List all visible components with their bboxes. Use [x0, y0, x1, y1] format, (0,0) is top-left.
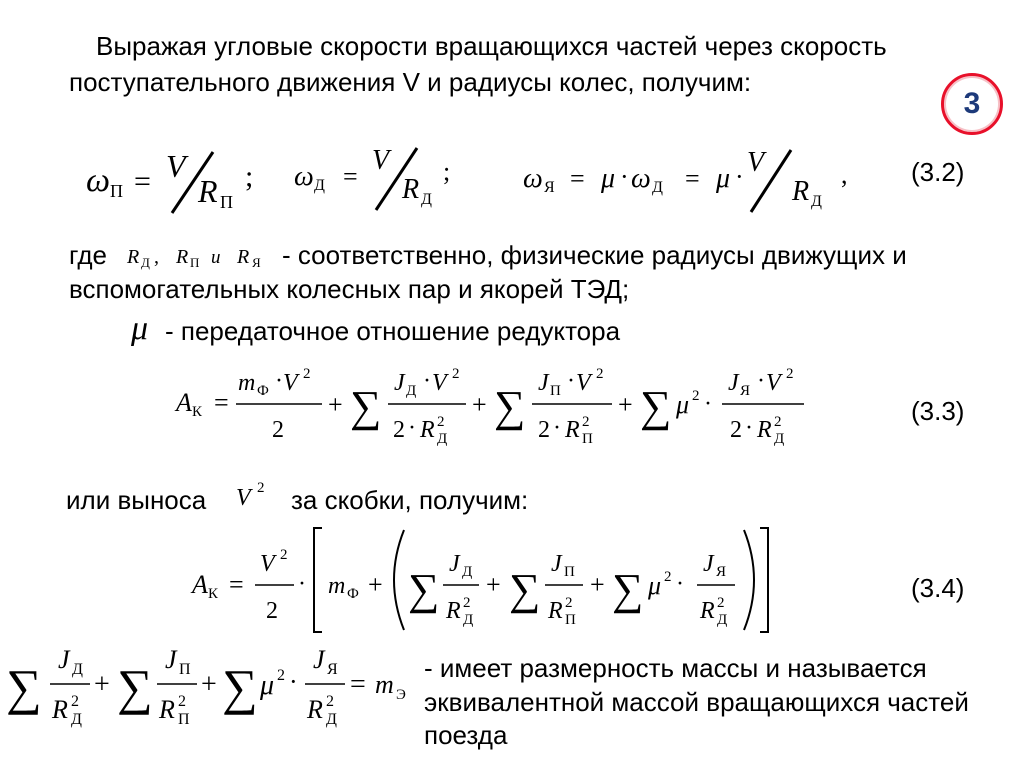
fm-eq: = [350, 669, 366, 700]
fm-r-3: R [307, 695, 323, 724]
eq33-r2-sup: 2 [582, 414, 590, 430]
eq34-sum-3: ∑ [612, 565, 644, 614]
eq33-dot-6: · [704, 391, 712, 417]
eq32-label: (3.2) [911, 157, 965, 187]
eq32-omega-p: ω [86, 162, 111, 199]
v2-symbol: V [236, 485, 251, 511]
mu-text: - передаточное отношение редуктора [165, 316, 621, 346]
eq32-omega-d2: ω [631, 163, 651, 194]
eq34-sub-k: К [208, 586, 219, 602]
eq34-label: (3.4) [911, 573, 965, 603]
fm-j2-sub: П [179, 661, 191, 678]
eq33-sub-f: Ф [257, 383, 269, 399]
eq32-semi-2: ; [443, 157, 451, 186]
eq34-eq: = [229, 570, 244, 599]
eq33-j-3: J [728, 370, 739, 396]
eq34-v-sup: 2 [280, 547, 288, 563]
fm-r3-sup: 2 [326, 693, 334, 710]
eq33-sup-3: 2 [596, 366, 604, 382]
fm-r1-sup: 2 [71, 693, 79, 710]
eq33-sum-3: ∑ [640, 382, 672, 431]
eq34-sub-f: Ф [347, 586, 359, 602]
eq34-sum-2: ∑ [509, 565, 541, 614]
eq32-eq-3: = [570, 164, 585, 193]
eq34-dot-1: · [676, 571, 684, 597]
eq34-plus-2: + [590, 570, 605, 599]
eq33-r1-sup: 2 [437, 414, 445, 430]
eq32-v-1: V [166, 148, 186, 184]
eq33-plus-2: + [472, 390, 487, 419]
eq33-r1-sub: Д [437, 431, 448, 447]
eq32-semi-1: ; [245, 160, 254, 193]
final-line-1: - имеет размерность массы и называется [424, 653, 927, 683]
eq33-dot-3: · [408, 415, 416, 441]
eq34-den-two: 2 [266, 598, 278, 624]
eq33-r2-sub: П [582, 431, 593, 447]
eq33-den-1: 2 [272, 417, 284, 443]
eq33-sub-jd: Д [406, 383, 417, 399]
eq33-v-2: V [432, 370, 447, 396]
eq32-sub-ya: Я [544, 179, 555, 196]
eq33-sup-2: 2 [452, 366, 460, 382]
eq32-sub-d-2: Д [421, 191, 432, 208]
eq32-eq-4: = [685, 164, 700, 193]
eq34-r1-sub: Д [463, 612, 474, 628]
intro-line-1: Выражая угловые скорости вращающихся частей через скорость [96, 31, 887, 61]
eq32-omega-d: ω [294, 161, 314, 192]
eq32-r-2: R [402, 174, 420, 205]
fm-m-e-sub: Э [396, 687, 406, 703]
eq32-eq-2: = [343, 162, 358, 191]
eq34-sum-1: ∑ [408, 565, 440, 614]
eq33-den3-two: 2 [538, 417, 550, 443]
fm-j1-sub: Д [72, 661, 83, 678]
eq32-sub-p-2: П [220, 192, 233, 212]
eq32-omega-ya: ω [523, 163, 543, 194]
eq33-dot-1: · [275, 368, 283, 394]
eq34-r-3: R [700, 598, 715, 624]
eq34-mu: μ [648, 571, 662, 600]
fm-sum-1: ∑ [6, 659, 42, 715]
eq34-v: V [260, 551, 275, 577]
eq34-r2-sub: П [565, 612, 576, 628]
where-r-ya: R [237, 246, 250, 268]
eq33-a: A [176, 388, 192, 417]
where-and: и [211, 247, 221, 268]
fm-r3-sub: Д [326, 711, 337, 728]
eq34-j-3: J [703, 551, 714, 577]
fm-plus-1: + [94, 669, 110, 700]
eq33-v-3: V [576, 370, 591, 396]
eq34-j-2: J [551, 551, 562, 577]
eq34-dot-0: · [298, 571, 306, 597]
fm-mu: μ [260, 670, 275, 701]
eq34-r-2: R [548, 598, 563, 624]
eq33-dot-2: · [423, 368, 431, 394]
eq32-mu-2: μ [716, 163, 731, 194]
fm-r-2: R [159, 695, 175, 724]
fm-r1-sub: Д [71, 711, 82, 728]
eq34-plus-0: + [368, 570, 383, 599]
eq32-sub-d-4: Д [811, 193, 822, 210]
where-line-2: вспомогательных колесных пар и якорей ТЭД; [69, 274, 630, 304]
eq33-dot-4: · [567, 368, 575, 394]
eq32-sub-p-1: П [110, 181, 123, 201]
eq33-den4-two: 2 [730, 417, 742, 443]
eq33-plus-1: + [328, 390, 343, 419]
eq33-sub-k: К [192, 404, 203, 420]
fm-j-1: J [58, 645, 70, 674]
eq34-m: m [328, 573, 346, 599]
eq34-r3-sub: Д [717, 612, 728, 628]
eq33-v-4: V [766, 370, 781, 396]
eq33-mu: μ [676, 390, 690, 419]
eq34-plus-1: + [486, 570, 501, 599]
eq32-mu-1: μ [601, 163, 616, 194]
eq33-sub-jya: Я [740, 383, 751, 399]
eq33-sum-2: ∑ [494, 382, 526, 431]
eq32-sub-d-3: Д [652, 179, 663, 196]
eq33-r-2: R [565, 417, 580, 443]
fm-j-3: J [313, 645, 325, 674]
where-r-p: R [176, 246, 189, 268]
eq33-plus-3: + [618, 390, 633, 419]
eq33-sup-1: 2 [303, 366, 311, 382]
eq33-j-2: J [538, 370, 549, 396]
where-sub-p: П [190, 255, 200, 270]
final-line-2: эквивалентной массой вращающихся частей [424, 687, 969, 717]
intro-line-2: поступательного движения V и радиусы колес, получим: [69, 67, 752, 97]
eq33-dot-8: · [745, 415, 753, 441]
eq33-r3-sup: 2 [774, 414, 782, 430]
eq32-v-3: V [747, 147, 765, 178]
bracket-line-before: или выноса [66, 485, 207, 515]
fm-sum-3: ∑ [222, 659, 258, 715]
eq33-r-1: R [420, 417, 435, 443]
eq33-eq: = [214, 388, 229, 417]
eq34-r1-sup: 2 [463, 595, 471, 611]
final-line-3: поезда [424, 720, 508, 750]
where-prefix: где [69, 240, 107, 270]
fm-j3-sub: Я [327, 661, 338, 678]
fm-m-e: m [375, 670, 394, 699]
eq34-j2-sub: П [564, 564, 575, 580]
eq34-r-1: R [446, 598, 461, 624]
eq33-j-1: J [394, 370, 405, 396]
eq34-r3-sup: 2 [717, 595, 725, 611]
fm-r-1: R [52, 695, 68, 724]
eq34-j3-sub: Я [716, 564, 727, 580]
eq32-sub-d-1: Д [314, 177, 325, 194]
eq33-m: m [238, 370, 256, 396]
fm-j-2: J [165, 645, 177, 674]
eq32-dot-1: · [620, 162, 629, 191]
eq34-r2-sup: 2 [565, 595, 573, 611]
fm-r2-sub: П [178, 711, 190, 728]
eq34-a: A [192, 570, 208, 599]
eq32-comma: , [841, 160, 848, 189]
fm-plus-2: + [201, 669, 217, 700]
where-sub-d: Д [141, 255, 150, 270]
eq33-dot-7: · [757, 368, 765, 394]
eq34-j-1: J [449, 551, 460, 577]
eq32-dot-2: · [735, 162, 744, 191]
fm-dot: · [289, 667, 298, 696]
slide-number-badge: 3 [941, 73, 1003, 135]
eq34-j1-sub: Д [462, 564, 473, 580]
eq32-eq-1: = [134, 165, 151, 198]
eq33-sup-4: 2 [786, 366, 794, 382]
v2-sup: 2 [257, 480, 265, 496]
eq33-mu-sup: 2 [692, 388, 700, 404]
where-text: - соответственно, физические радиусы движущих и [282, 240, 907, 270]
bracket-line-after: за скобки, получим: [291, 485, 529, 515]
eq33-sum-1: ∑ [350, 382, 382, 431]
where-comma: , [154, 246, 159, 268]
eq33-r3-sub: Д [774, 431, 785, 447]
eq33-den2-two: 2 [393, 417, 405, 443]
where-sub-ya: Я [252, 255, 261, 270]
mu-symbol: μ [131, 310, 149, 347]
eq33-sub-jp: П [550, 383, 561, 399]
eq33-v-1: V [283, 370, 298, 396]
fm-sum-2: ∑ [117, 659, 153, 715]
eq33-label: (3.3) [911, 396, 965, 426]
eq33-dot-5: · [553, 415, 561, 441]
eq32-r-3: R [792, 176, 810, 207]
fm-mu-sup: 2 [277, 667, 285, 684]
eq32-v-2: V [372, 145, 390, 176]
eq34-mu-sup: 2 [664, 569, 672, 585]
fm-r2-sup: 2 [178, 693, 186, 710]
where-r-d: R [127, 246, 140, 268]
eq33-r-3: R [757, 417, 772, 443]
eq32-r-1: R [198, 173, 218, 209]
